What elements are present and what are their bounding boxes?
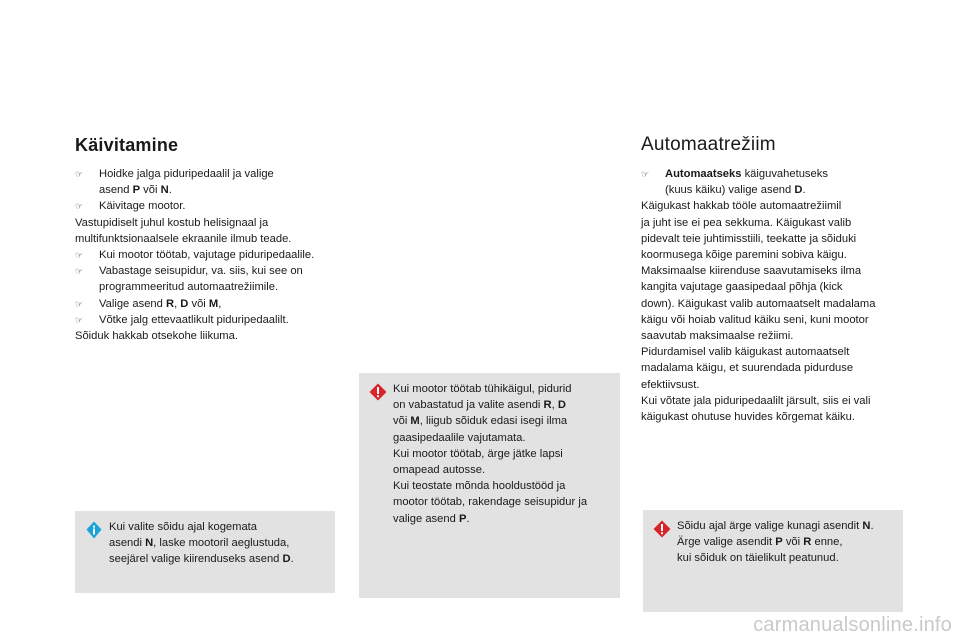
pointing-hand-icon: ☞ <box>75 314 84 325</box>
paragraph-line: käigukast ohutuse huvides kõrgemat käiku. <box>641 411 855 424</box>
paragraph-line: madalama käigu, et suurendada pidurduse <box>641 362 854 375</box>
list-item-line: Võtke jalg ettevaatlikult piduripedaalilt. <box>99 313 289 326</box>
warning-box-text <box>677 518 897 567</box>
list-item-line: (kuus käiku) valige asend D. <box>665 184 806 197</box>
paragraph-line: Pidurdamisel valib käigukast automaatselt <box>641 346 850 359</box>
pointing-hand-icon: ☞ <box>75 169 84 179</box>
warning-icon <box>368 382 388 402</box>
list-item-line: Automaatseks käiguvahetuseks <box>665 168 828 180</box>
paragraph-line: multifunktsionaalsele ekraanile ilmub teade. <box>75 232 292 245</box>
paragraph <box>75 215 343 247</box>
left-items <box>75 166 343 344</box>
warning-line: Ärge valige asendit P või R enne, <box>677 536 843 549</box>
warning-line: gaasipedaalile vajutamata. <box>393 431 526 444</box>
warning-box <box>643 510 903 612</box>
paragraph-line: käigu või hoiab valitud käiku seni, kuni mootor <box>641 313 869 326</box>
warning-line: või M, liigub sõiduk edasi isegi ilma <box>393 415 568 428</box>
warning-icon <box>652 519 672 539</box>
section-title-automaatreziim: Automaatrežiim <box>641 134 776 155</box>
pointing-hand-icon: ☞ <box>641 169 650 179</box>
list-item <box>641 166 909 198</box>
list-item <box>75 296 343 312</box>
warning-line: omapead autosse. <box>393 464 486 477</box>
warning-line: kui sõiduk on täielikult peatunud. <box>677 552 839 565</box>
warning-line: mootor töötab, rakendage seisupidur ja <box>393 496 588 509</box>
warning-line: Kui mootor töötab, ärge jätke lapsi <box>393 447 563 460</box>
info-line: Kui valite sõidu ajal kogemata <box>109 521 258 533</box>
list-item-line: asend P või N. <box>99 184 172 197</box>
list-item-line: Käivitage mootor. <box>99 200 186 213</box>
warning-line: on vabastatud ja valite asendi R, D <box>393 399 566 412</box>
paragraph <box>641 198 909 425</box>
list-item-line: Kui mootor töötab, vajutage piduripedaalile. <box>99 249 315 262</box>
info-box <box>75 511 335 593</box>
list-item-line: programmeeritud automaatrežiimile. <box>99 281 279 294</box>
warning-box <box>359 373 620 598</box>
right-column <box>641 134 909 425</box>
paragraph-line: saavutab maksimaalse režiimi. <box>641 330 794 343</box>
pointing-hand-icon: ☞ <box>75 250 84 261</box>
paragraph-line: efektiivsust. <box>641 378 700 391</box>
info-icon <box>84 520 104 540</box>
list-item <box>75 312 343 328</box>
paragraph-line: Käigukast hakkab tööle automaatrežiimil <box>641 200 842 213</box>
warning-line: valige asend P. <box>393 512 470 525</box>
paragraph-line: Sõiduk hakkab otsekohe liikuma. <box>75 330 238 343</box>
paragraph-line: ja juht ise ei pea sekkuma. Käigukast valib <box>641 216 852 229</box>
watermark: carmanualsonline.info <box>753 614 952 636</box>
warning-box-text <box>393 381 614 527</box>
list-item <box>75 198 343 214</box>
section-title-kaivitamine: Käivitamine <box>75 135 179 155</box>
warning-line: Kui teostate mõnda hooldustööd ja <box>393 480 566 493</box>
left-column <box>75 134 343 344</box>
info-box-text <box>109 519 329 568</box>
paragraph-line: koormusega kõige paremini sobiva käigu. <box>641 249 847 262</box>
paragraph <box>75 328 343 344</box>
list-item <box>75 166 343 198</box>
list-item <box>75 247 343 263</box>
warning-line: Sõidu ajal ärge valige kunagi asendit N. <box>677 520 874 532</box>
list-item <box>75 263 343 295</box>
list-item-line: Hoidke jalga piduripedaalil ja valige <box>99 168 274 180</box>
info-line: seejärel valige kiirenduseks asend D. <box>109 553 294 566</box>
paragraph-line: pidevalt teie juhtimisstiili, teekatte ja sõiduki <box>641 232 857 245</box>
pointing-hand-icon: ☞ <box>75 298 84 309</box>
paragraph-line: Maksimaalse kiirenduse saavutamiseks ilma <box>641 265 862 278</box>
info-line: asendi N, laske mootoril aeglustuda, <box>109 537 290 550</box>
pointing-hand-icon: ☞ <box>75 266 84 277</box>
list-item-line: Vabastage seisupidur, va. siis, kui see on <box>99 265 303 278</box>
paragraph-line: kangita vajutage gaasipedaal põhja (kick <box>641 281 843 294</box>
paragraph-line: down). Käigukast valib automaatselt madalama <box>641 297 876 310</box>
paragraph-line: Kui võtate jala piduripedaalilt järsult, siis ei vali <box>641 394 871 407</box>
list-item-line: Valige asend R, D või M, <box>99 297 222 310</box>
pointing-hand-icon: ☞ <box>75 201 84 212</box>
paragraph-line: Vastupidiselt juhul kostub helisignaal ja <box>75 216 269 229</box>
warning-line: Kui mootor töötab tühikäigul, pidurid <box>393 383 572 395</box>
